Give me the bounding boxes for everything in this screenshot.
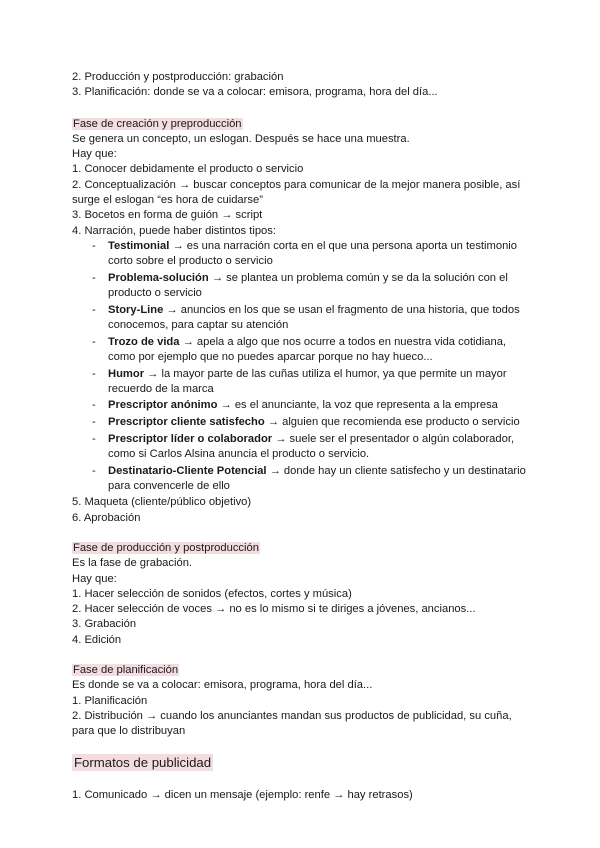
text-line: Es donde se va a colocar: emisora, programa, hora del día... <box>72 679 373 692</box>
section-produccion <box>72 541 532 648</box>
type-term: Trozo de vida <box>108 335 180 348</box>
narration-types-list <box>72 239 532 494</box>
text-line: 5. Maqueta (cliente/público objetivo) <box>72 496 252 509</box>
text-line: 4. Narración, puede haber distintos tipos: <box>72 224 276 237</box>
type-desc: → anuncios en los que se usan el fragmento de una historia, que todos conocemos, para captar su atención <box>108 303 520 332</box>
intro-line: 3. Planificación: donde se va a colocar: emisora, programa, hora del día... <box>72 86 438 99</box>
text-line: 3. Grabación <box>72 618 137 631</box>
intro-block <box>72 70 532 101</box>
type-term: Story-Line <box>108 303 164 316</box>
text-line: 1. Planificación <box>72 694 148 707</box>
section-planificacion <box>72 663 532 739</box>
section-heading: Fase de planificación <box>73 664 179 677</box>
type-desc: → es el anunciante, la voz que representa a la empresa <box>217 399 498 412</box>
type-desc: → se plantea un problema común y se da la solución con el producto o servicio <box>108 271 508 300</box>
section-heading: Fase de producción y postproducción <box>73 541 259 554</box>
type-term: Prescriptor anónimo <box>108 399 218 412</box>
type-desc: → alguien que recomienda ese producto o servicio <box>264 416 520 429</box>
text-line: 4. Edición <box>72 633 122 646</box>
intro-line: 2. Producción y postproducción: grabación <box>72 71 284 83</box>
type-desc: → donde hay un cliente satisfecho y un destinatario para convencerle de ello <box>108 464 526 492</box>
section-heading: Fase de creación y preproducción <box>73 117 242 130</box>
type-term: Problema-solución <box>108 271 209 284</box>
text-line: 3. Bocetos en forma de guión → script <box>72 209 263 222</box>
list-item: - Problema-solución → se plantea un problema común y se da la solución con el producto o servicio <box>92 271 508 300</box>
type-desc: → es una narración corta en el que una persona aporta un testimonio corto sobre el producto o servicio <box>108 239 517 268</box>
type-term: Humor <box>108 367 145 380</box>
list-item: - Story-Line → anuncios en los que se usan el fragmento de una historia, que todos conocemos, para captar su atención <box>92 303 520 332</box>
type-desc: → apela a algo que nos ocurre a todos en nuestra vida cotidiana, como por ejemplo que no puedes aparcar porque no hay hueco... <box>108 335 507 363</box>
text-line: 1. Hacer selección de sonidos (efectos, cortes y música) <box>72 587 352 600</box>
list-item: - Destinatario-Cliente Potencial → donde hay un cliente satisfecho y un destinatario para convencerle de ello <box>92 464 526 492</box>
text-line: Se genera un concepto, un eslogan. Después se hace una muestra. <box>72 132 410 145</box>
section-heading-large: Formatos de publicidad <box>74 754 212 770</box>
text-line: Es la fase de grabación. <box>72 557 193 570</box>
type-term: Prescriptor cliente satisfecho <box>108 416 265 429</box>
text-line: Hay que: <box>72 148 117 161</box>
list-item: - Trozo de vida → apela a algo que nos ocurre a todos en nuestra vida cotidiana, como por ejemplo que no puedes aparcar porque no hay hueco... <box>92 335 507 363</box>
list-item: - Prescriptor cliente satisfecho → alguien que recomienda ese producto o servicio <box>92 416 520 429</box>
text-line: Hay que: <box>72 572 117 585</box>
text-line: 1. Conocer debidamente el producto o servicio <box>72 163 304 176</box>
list-item: - Testimonial → es una narración corta en el que una persona aporta un testimonio corto sobre el producto o servicio <box>92 239 517 268</box>
list-item: - Prescriptor líder o colaborador → suele ser el presentador o algún colaborador, como si Carlos Alsina anuncia el producto o servicio. <box>92 432 515 460</box>
type-term: Destinatario-Cliente Potencial <box>108 464 267 477</box>
list-item: - Prescriptor anónimo → es el anunciante, la voz que representa a la empresa <box>92 399 498 412</box>
type-term: Prescriptor líder o colaborador <box>108 432 273 445</box>
type-desc: → la mayor parte de las cuñas utiliza el humor, ya que permite un mayor recuerdo de la marca <box>108 367 507 395</box>
type-term: Testimonial <box>108 239 170 252</box>
list-item: - Humor → la mayor parte de las cuñas utiliza el humor, ya que permite un mayor recuerdo de la marca <box>92 367 507 395</box>
text-line: 2. Distribución → cuando los anunciantes mandan sus productos de publicidad, su cuña, para que lo distribuyan <box>72 709 512 738</box>
text-line: 1. Comunicado → dicen un mensaje (ejemplo: renfe → hay retrasos) <box>72 788 413 801</box>
document-page <box>72 70 532 803</box>
text-line: 2. Conceptualización → buscar conceptos para comunicar de la mejor manera posible, así surge el eslogan “es hora de cuidarse” <box>72 178 521 207</box>
section-creacion <box>72 117 532 526</box>
section-formatos <box>72 754 532 772</box>
type-desc: → suele ser el presentador o algún colaborador, como si Carlos Alsina anuncia el producto o servicio. <box>108 432 515 460</box>
text-line: 6. Aprobación <box>72 511 141 524</box>
text-line: 2. Hacer selección de voces → no es lo mismo si te diriges a jóvenes, ancianos... <box>72 603 476 616</box>
